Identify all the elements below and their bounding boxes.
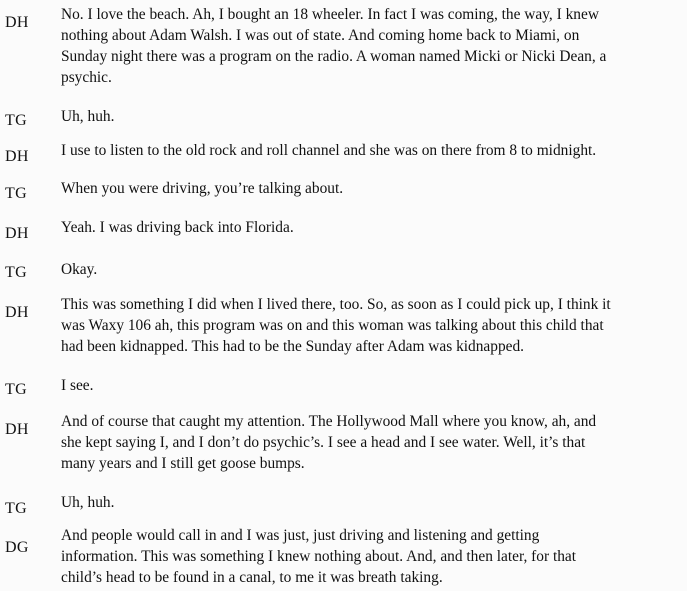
speech-text: And people would call in and I was just, just driving and listening and getting information. This was something I knew nothing about. And, and then later, for that child’s head to be found in a canal, to me it was breath taking. [61, 527, 577, 586]
speech-text: I use to listen to the old rock and roll channel and she was on there from 8 to midnight. [61, 142, 597, 159]
speaker-label: TG [5, 185, 27, 202]
speaker-label: DG [5, 539, 29, 556]
speech-text: Yeah. I was driving back into Florida. [61, 219, 294, 236]
speech-text: Uh, huh. [61, 108, 115, 125]
speaker-label: TG [5, 381, 27, 398]
speech-text: And of course that caught my attention. The Hollywood Mall where you know, ah, and she kept saying I, and I don’t do psychic’s. I see a head and I see water. Well, it’s that many years and I still get goose bumps. [61, 413, 597, 472]
speaker-label: DH [5, 148, 29, 165]
speaker-label: DH [5, 14, 29, 31]
speech-text: Okay. [61, 261, 98, 278]
speech-text: No. I love the beach. Ah, I bought an 18 wheeler. In fact I was coming, the way, I knew nothing about Adam Walsh. I was out of state. And coming home back to Miami, on Sunday night there was a program on the radio. A woman named Micki or Nicki Dean, a psychic. [61, 6, 607, 86]
speech-text: This was something I did when I lived there, too. So, as soon as I could pick up, I think it was Waxy 106 ah, this program was on and this woman was talking about this child that had been kidnapped. This had to be the Sunday after Adam was kidnapped. [61, 296, 611, 355]
speech-text: I see. [61, 377, 94, 394]
speaker-label: TG [5, 112, 27, 129]
speaker-label: DH [5, 225, 29, 242]
speaker-label: DH [5, 304, 29, 321]
speaker-label: TG [5, 264, 27, 281]
speaker-label: DH [5, 421, 29, 438]
speech-text: Uh, huh. [61, 494, 115, 511]
speaker-label: TG [5, 500, 27, 517]
speech-text: When you were driving, you’re talking about. [61, 180, 344, 197]
